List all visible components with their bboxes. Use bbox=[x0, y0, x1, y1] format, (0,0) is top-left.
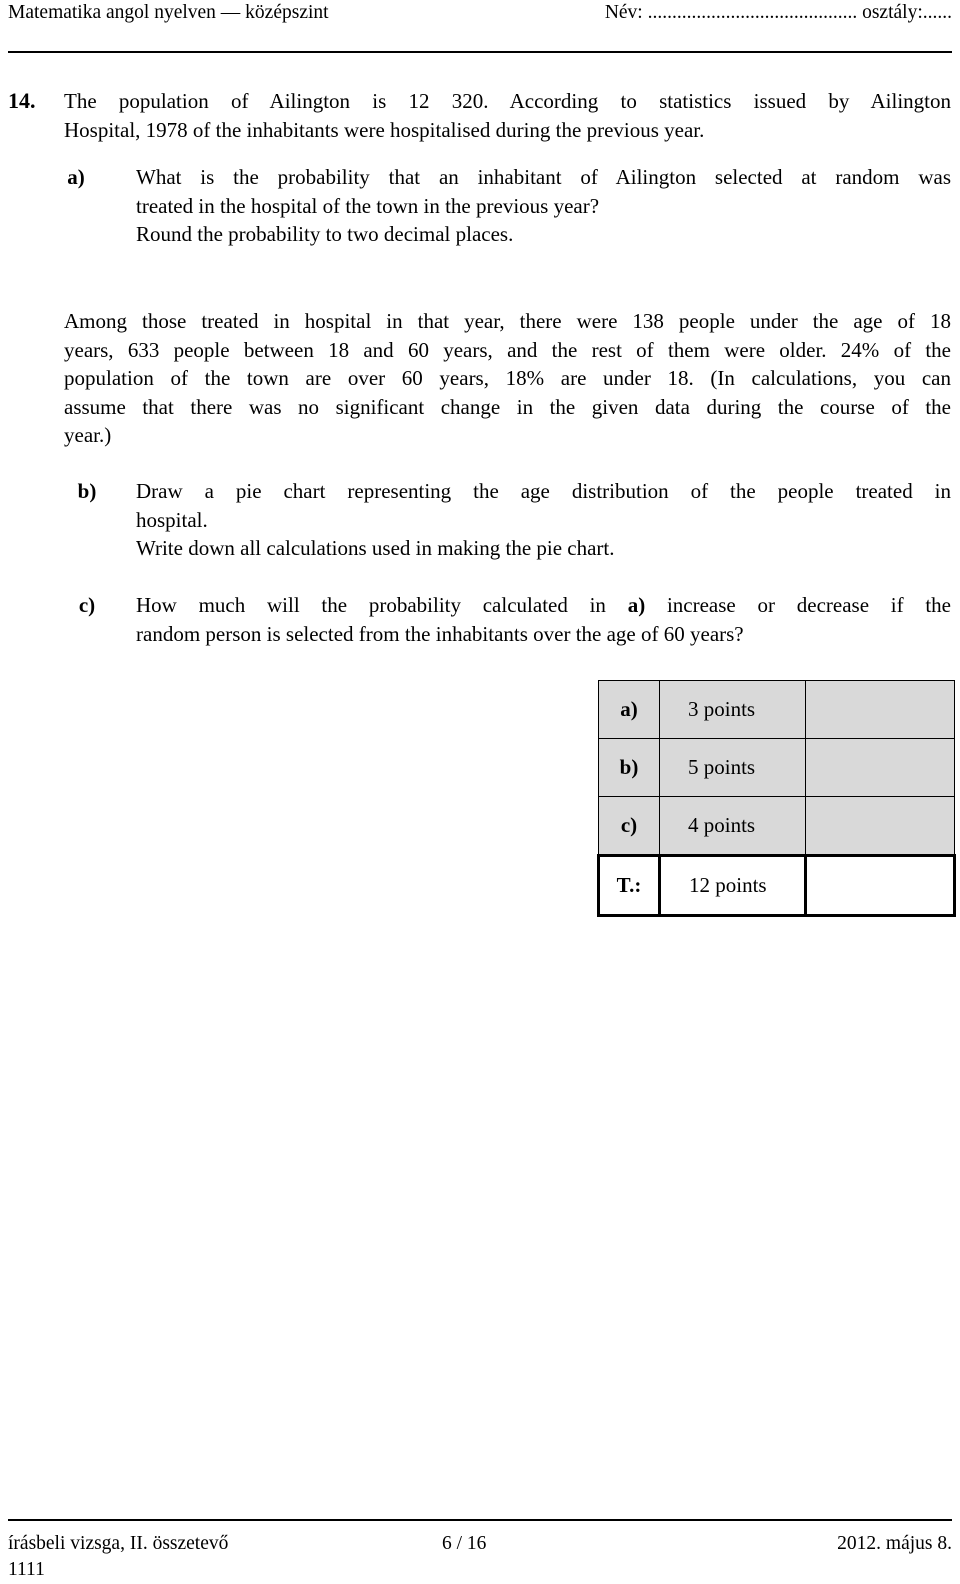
score-max-points: 5 points bbox=[660, 739, 806, 797]
context-line-5: year.) bbox=[64, 423, 112, 448]
context-line-4: assume that there was no significant change in the given data during the course of the bbox=[64, 394, 951, 419]
score-part-label: c) bbox=[599, 797, 660, 856]
footer-page-number: 6 / 16 bbox=[442, 1533, 487, 1554]
intro-line-1: The population of Ailington is 12 320. According to statistics issued by Ailington bbox=[64, 89, 951, 113]
header-name-class-field: Név: ........................................... osztály:...... bbox=[604, 2, 952, 23]
part-a-letter: a) bbox=[67, 165, 85, 189]
part-c-text bbox=[136, 591, 951, 648]
score-total-awarded-cell[interactable] bbox=[806, 856, 955, 916]
part-b-line-3: Write down all calculations used in making the pie chart. bbox=[136, 536, 615, 561]
part-c-ref-a: a) bbox=[627, 593, 646, 617]
part-a-line-3: Round the probability to two decimal places. bbox=[136, 222, 514, 247]
part-c-line-2: random person is selected from the inhabitants over the age of 60 years? bbox=[136, 621, 744, 646]
score-row-a bbox=[599, 681, 955, 739]
score-awarded-cell[interactable] bbox=[806, 681, 955, 739]
part-a-text bbox=[136, 163, 951, 249]
score-total-points: 12 points bbox=[660, 856, 806, 916]
part-b-text bbox=[136, 477, 951, 563]
question-number: 14. bbox=[8, 88, 36, 113]
part-c-line-1 bbox=[136, 591, 951, 620]
score-row-b bbox=[599, 739, 955, 797]
context-line-1: Among those treated in hospital in that year, there were 138 people under the age of 18 bbox=[64, 309, 951, 333]
header-rule bbox=[8, 51, 952, 53]
score-total-label: T.: bbox=[599, 856, 660, 916]
score-max-points: 3 points bbox=[660, 681, 806, 739]
footer-date: 2012. május 8. bbox=[837, 1533, 952, 1554]
part-c-line-1-post: increase or decrease if the bbox=[645, 593, 952, 617]
score-table bbox=[597, 680, 956, 917]
part-b-line-1: Draw a pie chart representing the age distribution of the people treated in bbox=[136, 479, 951, 503]
intro-line-2: Hospital, 1978 of the inhabitants were hospitalised during the previous year. bbox=[64, 117, 705, 142]
context-line-3: population of the town are over 60 years, 18% are under 18. (In calculations, you can bbox=[64, 366, 951, 391]
score-row-total bbox=[599, 856, 955, 916]
score-part-label: a) bbox=[599, 681, 660, 739]
score-awarded-cell[interactable] bbox=[806, 739, 955, 797]
part-b-letter: b) bbox=[77, 479, 97, 503]
score-max-points: 4 points bbox=[660, 797, 806, 856]
question-intro bbox=[64, 87, 951, 144]
footer-code: 1111 bbox=[8, 1559, 45, 1580]
part-a-line-2: treated in the hospital of the town in the previous year? bbox=[136, 193, 600, 218]
part-c-letter: c) bbox=[78, 593, 96, 617]
context-line-2: years, 633 people between 18 and 60 years, and the rest of them were older. 24% of the bbox=[64, 337, 951, 362]
header-subject: Matematika angol nyelven — középszint bbox=[8, 2, 329, 23]
part-a-line-1: What is the probability that an inhabitant of Ailington selected at random was bbox=[136, 165, 951, 189]
page-header bbox=[8, 0, 952, 30]
score-part-label: b) bbox=[599, 739, 660, 797]
part-b-line-2: hospital. bbox=[136, 507, 208, 532]
footer-rule bbox=[8, 1519, 952, 1521]
footer-exam-type: írásbeli vizsga, II. összetevő bbox=[8, 1533, 229, 1554]
score-awarded-cell[interactable] bbox=[806, 797, 955, 856]
score-row-c bbox=[599, 797, 955, 856]
part-c-line-1-pre: How much will the probability calculated in bbox=[136, 593, 628, 617]
context-paragraph bbox=[64, 307, 951, 450]
